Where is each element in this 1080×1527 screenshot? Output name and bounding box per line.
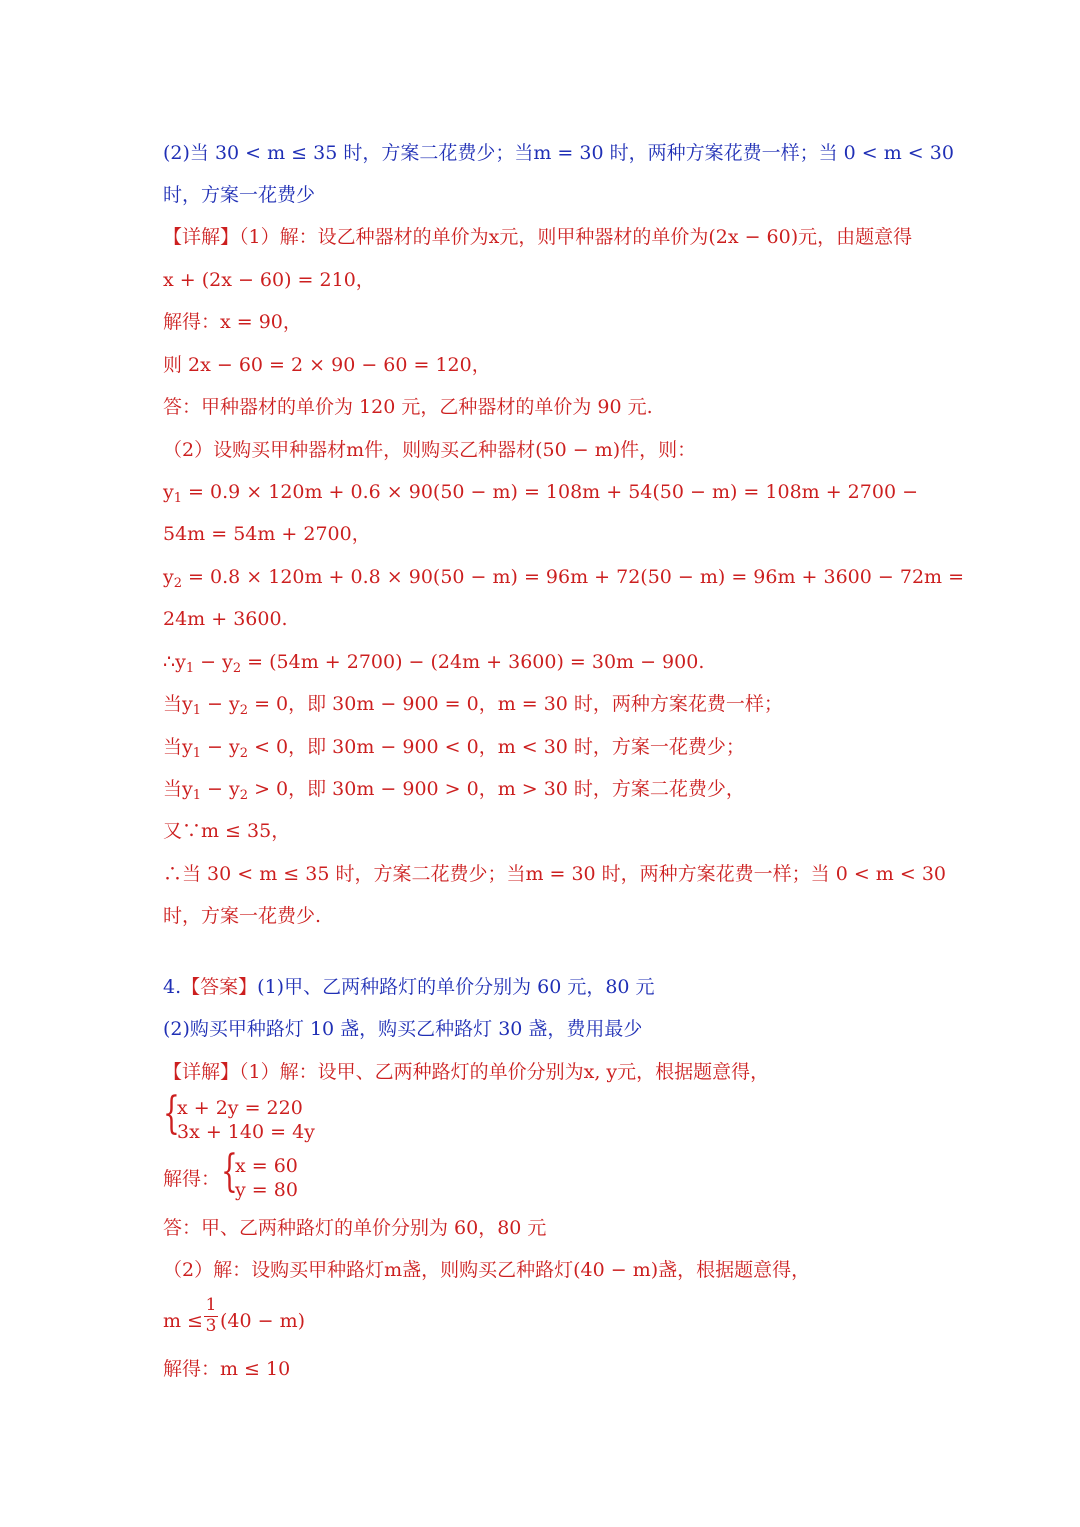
part2-setup-line: （2）设购买甲种器材m件，则购买乙种器材(50 − m)件，则： — [163, 439, 697, 461]
solve-label: 解得： — [163, 1168, 221, 1190]
case-equal-line — [163, 691, 783, 724]
case-greater-prefix: 当y — [163, 778, 193, 800]
case-greater-line — [163, 776, 745, 809]
constraint-line: 又∵m ≤ 35， — [163, 820, 291, 842]
case-greater-rest: > 0，即 30m − 900 > 0，m > 30 时，方案二花费少， — [248, 778, 745, 800]
conclusion-line-1: ∴当 30 < m ≤ 35 时，方案二花费少；当m = 30 时，两种方案花费一样；当 0 < m < 30 — [163, 863, 946, 885]
q4-detail-text: （1）解：设甲、乙两种路灯的单价分别为x, y元，根据题意得， — [239, 1061, 770, 1083]
solution-row-1: x = 60 — [235, 1155, 298, 1177]
case-less-sub1: 1 — [192, 746, 202, 761]
case-equal-rest: = 0，即 30m − 900 = 0，m = 30 时，两种方案花费一样； — [248, 693, 783, 715]
y1-expression: = 0.9 × 120m + 0.6 × 90(50 − m) = 108m + 54(50 − m) = 108m + 2700 − — [182, 481, 918, 503]
detail-intro-line — [163, 224, 912, 250]
y2-equation-line — [163, 564, 964, 597]
brace-symbol: { — [163, 1088, 180, 1139]
y2-symbol: y — [163, 566, 174, 588]
detail-label: 【详解】 — [163, 226, 240, 248]
equation-line: x + (2x − 60) = 210， — [163, 269, 375, 291]
diff-sub2: 2 — [232, 661, 242, 676]
detail-intro-text: （1）解：设乙种器材的单价为x元，则甲种器材的单价为(2x − 60)元，由题意得 — [239, 226, 913, 248]
case-less-rest: < 0，即 30m − 900 < 0，m < 30 时，方案一花费少； — [248, 736, 745, 758]
case-equal-sub2: 2 — [239, 703, 249, 718]
case-greater-sub1: 1 — [192, 788, 202, 803]
y2-equation-cont: 24m + 3600. — [163, 608, 288, 630]
y2-subscript: 2 — [173, 576, 183, 591]
case-greater-sub2: 2 — [239, 788, 249, 803]
system-row-1: x + 2y = 220 — [177, 1097, 303, 1119]
case-equal-mid: − y — [201, 693, 240, 715]
case-equal-sub1: 1 — [192, 703, 202, 718]
fraction-denominator: 3 — [205, 1316, 217, 1336]
calc-line: 则 2x − 60 = 2 × 90 − 60 = 120， — [163, 354, 491, 376]
answer-part2-line2: 时，方案一花费少 — [163, 184, 316, 206]
solution-row-2: y = 80 — [235, 1179, 298, 1201]
y1-subscript: 1 — [173, 491, 183, 506]
case-less-mid: − y — [201, 736, 240, 758]
brace-symbol: { — [221, 1146, 238, 1197]
answer-line-1: 答：甲种器材的单价为 120 元，乙种器材的单价为 90 元. — [163, 396, 653, 418]
solve-line: 解得：x = 90， — [163, 311, 302, 333]
fraction-numerator: 1 — [205, 1295, 217, 1315]
answer-part2-line1: (2)当 30 < m ≤ 35 时，方案二花费少；当m = 30 时，两种方案花费一样；当 0 < m < 30 — [163, 142, 954, 164]
answer-label: 【答案】 — [181, 976, 258, 998]
y1-equation-cont: 54m = 54m + 2700， — [163, 523, 371, 545]
difference-line — [163, 649, 704, 682]
y2-expression: = 0.8 × 120m + 0.8 × 90(50 − m) = 96m + 72(50 − m) = 96m + 3600 − 72m = — [182, 566, 965, 588]
system-row-2: 3x + 140 = 4y — [177, 1121, 315, 1143]
diff-sub1: 1 — [185, 661, 195, 676]
y1-symbol: y — [163, 481, 174, 503]
diff-rest: = (54m + 2700) − (24m + 3600) = 30m − 900. — [241, 651, 705, 673]
case-less-line — [163, 734, 745, 767]
q4-answer-line — [163, 974, 655, 1000]
case-less-sub2: 2 — [239, 746, 249, 761]
case-greater-mid: − y — [201, 778, 240, 800]
question-number: 4. — [163, 976, 182, 998]
inequality-left: m ≤ — [163, 1310, 203, 1332]
q4-answer-part2: (2)购买甲种路灯 10 盏，购买乙种路灯 30 盏，费用最少 — [163, 1018, 643, 1040]
diff-mid: − y — [194, 651, 233, 673]
case-equal-prefix: 当y — [163, 693, 193, 715]
diff-prefix: ∴y — [163, 651, 186, 673]
inequality-right: (40 − m) — [220, 1310, 306, 1332]
y1-equation-line — [163, 479, 918, 512]
final-solve-line: 解得：m ≤ 10 — [163, 1358, 291, 1380]
q4-answer-text: (1)甲、乙两种路灯的单价分别为 60 元，80 元 — [257, 976, 655, 998]
case-less-prefix: 当y — [163, 736, 193, 758]
conclusion-line-2: 时，方案一花费少. — [163, 905, 322, 927]
q4-detail-intro — [163, 1059, 769, 1085]
q4-answer-summary: 答：甲、乙两种路灯的单价分别为 60，80 元 — [163, 1217, 547, 1239]
detail-label: 【详解】 — [163, 1061, 240, 1083]
q4-part2-setup: （2）解：设购买甲种路灯m盏，则购买乙种路灯(40 − m)盏，根据题意得， — [163, 1259, 811, 1281]
